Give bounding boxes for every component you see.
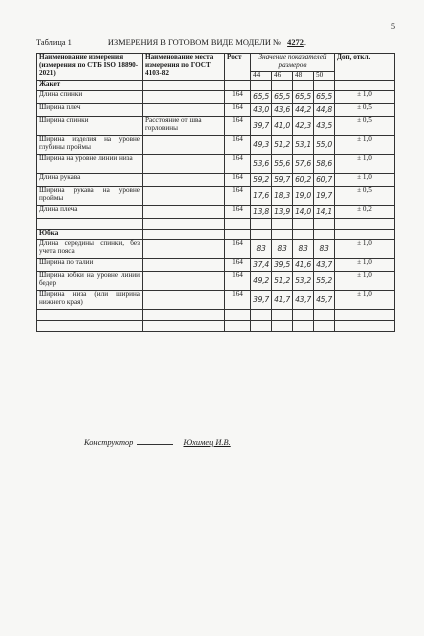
page-number: 5 [391,22,395,31]
table-row [37,90,395,103]
table-row [37,135,395,154]
measure-tolerance: ± 1,0 [335,173,395,186]
measure-place [143,239,225,258]
measure-name: Ширина изделия на уровне глубины проймы [37,135,143,154]
measure-value: 53,6 [251,154,272,173]
measure-tolerance: ± 0,2 [335,205,395,218]
measure-rost: 164 [225,186,251,205]
empty-cell [225,309,251,320]
measure-value: 43,0 [251,103,272,116]
table-row [37,173,395,186]
empty-cell [293,80,314,90]
empty-cell [37,320,143,331]
measure-value: 18,3 [272,186,293,205]
measure-place [143,205,225,218]
measure-name: Ширина рукава на уровне проймы [37,186,143,205]
table-row [37,239,395,258]
measure-value: 39,7 [251,290,272,309]
table-row [37,205,395,218]
measure-tolerance: ± 1,0 [335,135,395,154]
measure-value: 83 [293,239,314,258]
measure-value: 51,2 [272,271,293,290]
measure-value: 83 [251,239,272,258]
empty-cell [225,229,251,239]
empty-cell [143,218,225,229]
empty-cell [335,229,395,239]
measure-rost: 164 [225,135,251,154]
measure-place [143,103,225,116]
measure-value: 65,5 [272,90,293,103]
measure-value: 19,0 [293,186,314,205]
measure-value: 42,3 [293,116,314,135]
empty-cell [293,320,314,331]
measure-value: 59,7 [272,173,293,186]
empty-cell [251,218,272,229]
measure-value: 60,2 [293,173,314,186]
measure-value: 55,2 [314,271,335,290]
measure-rost: 164 [225,258,251,271]
measure-value: 83 [314,239,335,258]
table-row [37,154,395,173]
header-values: Значение показателей размеров [251,54,335,72]
section-title: Жакет [37,80,143,90]
header-rost: Рост [225,54,251,81]
size-header: 50 [314,72,335,81]
measure-value: 43,5 [314,116,335,135]
signature-role: Конструктор [84,438,134,447]
measure-value: 14,0 [293,205,314,218]
empty-cell [314,229,335,239]
measure-value: 39,7 [251,116,272,135]
signature-line [137,444,173,445]
measure-name: Длина рукава [37,173,143,186]
measure-value: 41,6 [293,258,314,271]
empty-cell [314,309,335,320]
empty-cell [293,218,314,229]
empty-cell [143,309,225,320]
measure-value: 13,8 [251,205,272,218]
measure-value: 43,7 [314,258,335,271]
empty-cell [251,229,272,239]
measure-value: 49,2 [251,271,272,290]
empty-cell [314,218,335,229]
section-row [37,80,395,90]
measure-value: 49,3 [251,135,272,154]
measure-value: 58,6 [314,154,335,173]
empty-cell [272,218,293,229]
measurements-table [36,53,395,332]
table-row [37,271,395,290]
measure-value: 37,4 [251,258,272,271]
measure-value: 59,2 [251,173,272,186]
empty-cell [272,309,293,320]
measure-name: Длина спинки [37,90,143,103]
header-name: Наименование измерения (измерения по СТБ ISO 18890-2021) [37,54,143,81]
table-row [37,103,395,116]
measure-value: 45,7 [314,290,335,309]
empty-cell [314,320,335,331]
measure-value: 41,0 [272,116,293,135]
header-tolerance: Доп, откл. [335,54,395,81]
measure-value: 39,5 [272,258,293,271]
measure-rost: 164 [225,290,251,309]
table-label: Таблица 1 [36,38,72,47]
measure-place [143,258,225,271]
measure-name: Ширина на уровне линии низа [37,154,143,173]
size-header: 46 [272,72,293,81]
empty-cell [143,80,225,90]
size-header: 44 [251,72,272,81]
measure-rost: 164 [225,154,251,173]
empty-cell [225,80,251,90]
measure-place [143,173,225,186]
measure-tolerance: ± 0,5 [335,186,395,205]
table-row [37,186,395,205]
measure-value: 44,2 [293,103,314,116]
measure-tolerance: ± 1,0 [335,271,395,290]
measure-name: Ширина по талии [37,258,143,271]
table-body [37,80,395,331]
measure-value: 43,6 [272,103,293,116]
measure-place [143,90,225,103]
empty-cell [293,309,314,320]
measure-tolerance: ± 0,5 [335,116,395,135]
measure-place [143,135,225,154]
empty-cell [225,218,251,229]
measure-value: 55,6 [272,154,293,173]
measure-tolerance: ± 1,0 [335,154,395,173]
empty-cell [37,218,143,229]
measure-value: 17,6 [251,186,272,205]
empty-row [37,320,395,331]
measure-value: 14,1 [314,205,335,218]
measure-value: 41,7 [272,290,293,309]
measure-place [143,290,225,309]
table-title: ИЗМЕРЕНИЯ В ГОТОВОМ ВИДЕ МОДЕЛИ № [107,38,282,47]
empty-cell [143,320,225,331]
measure-tolerance: ± 1,0 [335,239,395,258]
header-place: Наименование места измерения по ГОСТ 4103-82 [143,54,225,81]
measure-value: 44,8 [314,103,335,116]
measure-tolerance: ± 1,0 [335,90,395,103]
measure-value: 65,5 [251,90,272,103]
empty-cell [251,309,272,320]
measure-rost: 164 [225,239,251,258]
caption-dot: . [303,38,306,47]
measure-name: Длина середины спинки, без учета пояса [37,239,143,258]
measure-place [143,271,225,290]
measure-name: Ширина спинки [37,116,143,135]
table-caption [36,38,306,47]
measure-tolerance: ± 1,0 [335,258,395,271]
empty-row [37,309,395,320]
size-header: 48 [293,72,314,81]
empty-cell [272,320,293,331]
measure-rost: 164 [225,271,251,290]
table-row [37,258,395,271]
measure-rost: 164 [225,205,251,218]
empty-row [37,218,395,229]
measure-value: 13,9 [272,205,293,218]
table-row [37,116,395,135]
empty-cell [335,320,395,331]
measure-value: 19,7 [314,186,335,205]
measure-value: 55,0 [314,135,335,154]
empty-cell [225,320,251,331]
measure-tolerance: ± 1,0 [335,290,395,309]
measure-name: Длина плеча [37,205,143,218]
measure-rost: 164 [225,116,251,135]
empty-cell [251,80,272,90]
signature-block [84,438,231,447]
measure-place [143,154,225,173]
measure-value: 65,5 [314,90,335,103]
measure-value: 53,2 [293,271,314,290]
measure-name: Ширина низа (или ширина нижнего края) [37,290,143,309]
measure-name: Ширина юбки на уровне линии бедер [37,271,143,290]
measure-name: Ширина плеч [37,103,143,116]
measure-tolerance: ± 0,5 [335,103,395,116]
measure-value: 53,1 [293,135,314,154]
measure-value: 60,7 [314,173,335,186]
empty-cell [143,229,225,239]
empty-cell [251,320,272,331]
measure-rost: 164 [225,173,251,186]
measure-rost: 164 [225,90,251,103]
measure-value: 51,2 [272,135,293,154]
empty-cell [272,80,293,90]
measure-place [143,186,225,205]
empty-cell [314,80,335,90]
section-row [37,229,395,239]
empty-cell [293,229,314,239]
empty-cell [272,229,293,239]
measure-place: Расстояние от шва горловины [143,116,225,135]
signature-name: Юхимец И.В. [183,438,231,447]
model-number: 4272 [287,38,304,47]
measure-value: 57,6 [293,154,314,173]
section-title: Юбка [37,229,143,239]
measure-value: 65,5 [293,90,314,103]
measure-value: 43,7 [293,290,314,309]
empty-cell [335,80,395,90]
empty-cell [37,309,143,320]
empty-cell [335,218,395,229]
empty-cell [335,309,395,320]
table-row [37,290,395,309]
measure-rost: 164 [225,103,251,116]
measure-value: 83 [272,239,293,258]
